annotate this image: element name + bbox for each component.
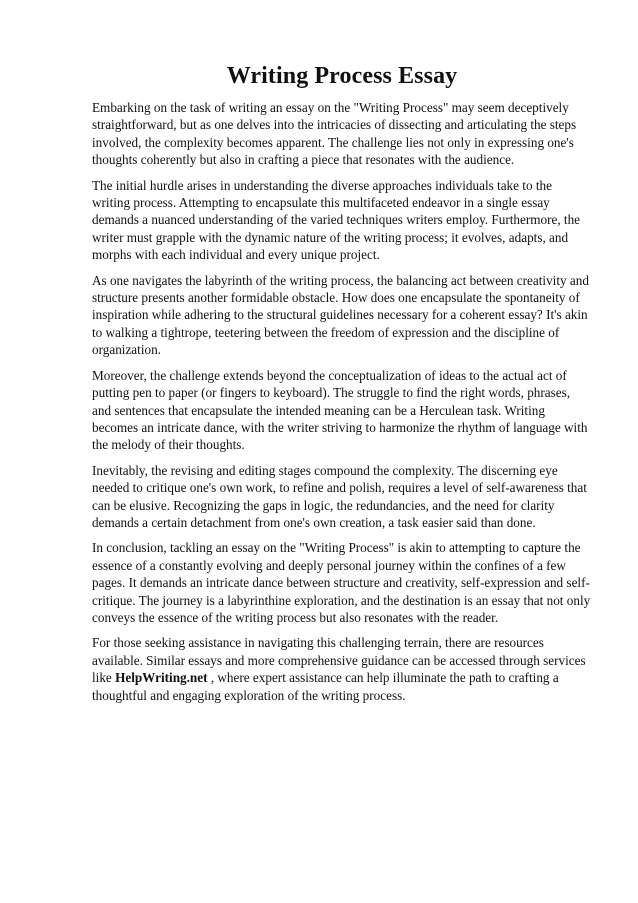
document-title: Writing Process Essay — [226, 63, 458, 89]
closing-paragraph — [92, 634, 592, 704]
paragraph-1: Embarking on the task of writing an essay on the "Writing Process" may seem deceptively straightforward, but as one delves into the intricacies of dissecting and articulating the steps involved, the complexity becomes apparent. The challenge lies not only in expressing one's thoughts coherently but also in crafting a piece that resonates with the audience. — [92, 100, 577, 168]
paragraph-6: In conclusion, tackling an essay on the "Writing Process" is akin to attempting to capture the essence of a constantly evolving and deeply personal journey within the confines of a few pages. It demands an intricate dance between structure and creativity, self-expression and self-critique. The journey is a labyrinthine exploration, and the destination is an essay that not only conveys the essence of the writing process but also resonates with the reader. — [92, 540, 591, 625]
closing-text-before: For those seeking assistance in navigating this challenging terrain, there are resources available. Similar essays and more comprehensive guidance can be accessed through services like — [92, 635, 586, 686]
paragraph-4: Moreover, the challenge extends beyond the conceptualization of ideas to the actual act of putting pen to paper (or fingers to keyboard). The struggle to find the right words, phrases, and sentences that encapsulate the intended meaning can be a Herculean task. Writing becomes an intricate dance, with the writer striving to harmonize the rhythm of language with the melody of their thoughts. — [92, 367, 588, 453]
paragraph-2: The initial hurdle arises in understanding the diverse approaches individuals take to the writing process. Attempting to encapsulate this multifaceted endeavor in a single essay demands a nuanced understanding of the varied techniques writers employ. Furthermore, the writer must grapple with the dynamic nature of the writing process; it evolves, adapts, and morphs with each individual and every unique project. — [92, 177, 581, 263]
paragraph-5: Inevitably, the revising and editing stages compound the complexity. The discerning eye needed to critique one's own work, to refine and polish, requires a level of self-awareness that can be elusive. Recognizing the gaps in logic, the redundancies, and the need for clarity demands a certain detachment from one's own creation, a task easier said than done. — [92, 462, 587, 530]
document-page — [92, 62, 592, 712]
helpwriting-link[interactable]: HelpWriting.net — [115, 670, 208, 686]
paragraph-3: As one navigates the labyrinth of the writing process, the balancing act between creativity and structure presents another formidable obstacle. How does one encapsulate the spontaneity of inspiration while adhering to the structural guidelines necessary for a coherent essay? It's akin to walking a tightrope, teetering between the freedom of expression and the discipline of organization. — [92, 272, 589, 358]
closing-text-after: , where expert assistance can help illuminate the path to crafting a thoughtful and engaging exploration of the writing process. — [92, 670, 559, 703]
